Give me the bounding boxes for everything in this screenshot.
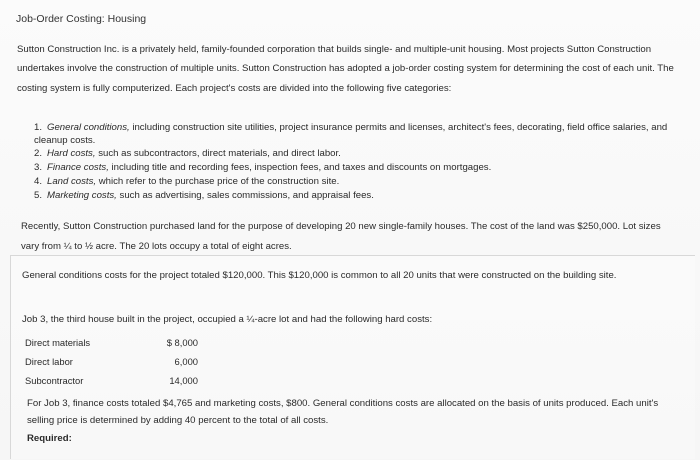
table-row [25, 352, 198, 371]
category-item [34, 162, 684, 175]
category-number: 2. [34, 148, 43, 160]
category-item [34, 176, 684, 189]
category-text: which refer to the purchase price of the construction site. [96, 175, 340, 187]
cost-label: Direct labor [25, 356, 73, 367]
cost-amount: 14,000 [169, 375, 198, 386]
category-number: 4. [34, 175, 43, 187]
category-term: General conditions, [47, 122, 130, 133]
category-item [34, 190, 684, 203]
category-number: 1. [34, 122, 43, 133]
cost-amount: $ 8,000 [166, 337, 198, 348]
category-item [34, 148, 684, 161]
category-text: such as subcontractors, direct materials, and direct labor. [95, 148, 341, 160]
category-term: Finance costs, [47, 162, 109, 174]
document-title: Job-Order Costing: Housing [16, 13, 147, 25]
required-label: Required: [27, 433, 72, 444]
cost-categories-list [34, 122, 684, 204]
category-term: Land costs, [47, 175, 97, 187]
general-conditions-paragraph: General conditions costs for the project totaled $120,000. This $120,000 is common to all 20 units that were constructed on the building site. [22, 270, 617, 281]
table-row [25, 333, 198, 352]
category-term: Hard costs, [47, 148, 96, 160]
final-paragraph: For Job 3, finance costs totaled $4,765 and marketing costs, $800. General conditions costs are allocated on the basis of units produced. Each unit's selling price is determined by adding 40 percent to the total of all costs. [27, 398, 659, 426]
category-text: including title and recording fees, inspection fees, and taxes and discounts on mortgages. [108, 162, 492, 174]
table-row [25, 371, 198, 390]
intro-paragraph: Sutton Construction Inc. is a privately held, family-founded corporation that builds single- and multiple-unit housing. Most projects Sutton Construction undertakes involve the construction of multiple units. Sutton Construction has adopted a job-order costing system for determining the cost of each unit. The costing system is fully computerized. Each project's costs are divided into the following five categories: [17, 44, 674, 94]
cost-label: Direct materials [25, 337, 91, 348]
category-term: Marketing costs, [47, 189, 117, 201]
cost-label: Subcontractor [25, 375, 84, 386]
cost-amount: 6,000 [174, 356, 198, 367]
land-paragraph: Recently, Sutton Construction purchased land for the purpose of developing 20 new single-family houses. The cost of the land was $250,000. Lot sizes vary from ¼ to ½ acre. The 20 lots occupy a total of eight acres. [21, 221, 661, 252]
hard-costs-table [25, 333, 198, 390]
category-text: including construction site utilities, project insurance permits and licenses, architect's fees, decorating, field office salaries, and cleanup costs. [34, 122, 668, 146]
category-number: 3. [34, 162, 43, 174]
category-number: 5. [34, 189, 43, 201]
category-text: such as advertising, sales commissions, and appraisal fees. [116, 189, 374, 201]
category-item [34, 122, 684, 147]
job3-intro: Job 3, the third house built in the project, occupied a ¼-acre lot and had the following hard costs: [22, 314, 433, 325]
